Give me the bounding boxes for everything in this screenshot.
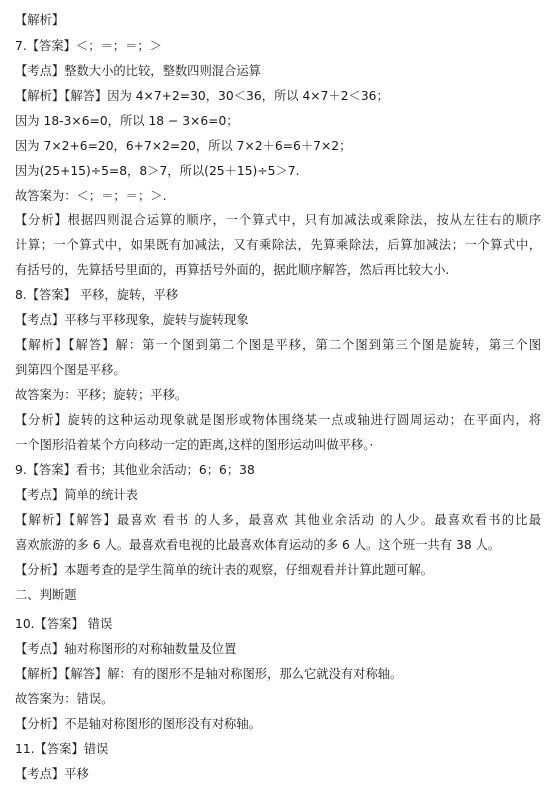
section-heading-true-false: 二、判断题 <box>15 588 77 602</box>
q7-answer: 7.【答案】＜；＝；＝；＞ <box>15 39 162 53</box>
q11-knowledge-point: 【考点】平移 <box>15 767 89 781</box>
section-heading-analysis: 【解析】 <box>15 13 65 27</box>
q9-solution-line-2: 喜欢旅游的多 6 人。最喜欢看电视的比最喜欢体育运动的多 6 人。这个班一共有 38 人。 <box>15 538 501 552</box>
q7-solution-line-3: 因为 7×2+6=20，6+7×2=20，所以 7×2＋6=6＋7×2； <box>15 139 352 153</box>
q9-knowledge-point: 【考点】简单的统计表 <box>15 488 138 502</box>
q7-final-answer: 故答案为：＜；＝；＝；＞. <box>15 189 167 203</box>
q8-solution-line-1: 【解析】【解答】解：第一个图到第二个图是平移，第二个图到第三个图是旋转，第三个图 <box>15 338 541 352</box>
q7-analysis-line-2: 计算；一个算式中，如果既有加减法，又有乘除法，先算乘除法，后算加减法；一个算式中， <box>15 238 541 252</box>
q7-solution-line-1: 【解析】【解答】因为 4×7+2=30，30＜36，所以 4×7＋2＜36； <box>15 89 389 103</box>
q7-solution-line-4: 因为(25+15)÷5=8，8＞7，所以(25＋15)÷5＞7. <box>15 164 300 178</box>
q9-analysis: 【分析】本题考查的是学生简单的统计表的观察，仔细观看并计算此题可解。 <box>15 563 434 577</box>
q10-knowledge-point: 【考点】轴对称图形的对称轴数量及位置 <box>15 642 237 656</box>
q9-answer: 9.【答案】看书；其他业余活动；6；6；38 <box>15 463 255 477</box>
q10-final-answer: 故答案为：错误。 <box>15 692 114 706</box>
q7-knowledge-point: 【考点】整数大小的比较，整数四则混合运算 <box>15 64 261 78</box>
q10-solution: 【解析】【解答】解：有的图形不是轴对称图形，那么它就没有对称轴。 <box>15 667 403 681</box>
q8-solution-line-2: 到第四个图是平移。 <box>15 363 126 377</box>
q8-final-answer: 故答案为：平移；旋转；平移。 <box>15 388 188 402</box>
q8-analysis-line-1: 【分析】旋转的这种运动现象就是图形或物体围绕某一点或轴进行圆周运动；在平面内，将 <box>15 413 541 427</box>
q8-knowledge-point: 【考点】平移与平移现象，旋转与旋转现象 <box>15 313 249 327</box>
q7-analysis-line-3: 有括号的，先算括号里面的，再算括号外面的，据此顺序解答，然后再比较大小. <box>15 263 450 277</box>
q10-answer: 10.【答案】 错误 <box>15 617 113 631</box>
q7-solution-line-2: 因为 18-3×6=0，所以 18 − 3×6=0； <box>15 114 239 128</box>
q8-analysis-line-2: 一个图形沿着某个方向移动一定的距离,这样的图形运动叫做平移。· <box>15 438 374 452</box>
q10-analysis: 【分析】不是轴对称图形的图形没有对称轴。 <box>15 717 261 731</box>
q11-answer: 11.【答案】错误 <box>15 742 109 756</box>
q8-answer: 8.【答案】 平移，旋转，平移 <box>15 288 179 302</box>
q9-solution-line-1: 【解析】【解答】最喜欢 看书 的人多，最喜欢 其他业余活动 的人少。最喜欢看书的比最 <box>15 513 541 527</box>
q7-analysis-line-1: 【分析】根据四则混合运算的顺序，一个算式中，只有加减法或乘除法，按从左往右的顺序 <box>15 213 541 227</box>
